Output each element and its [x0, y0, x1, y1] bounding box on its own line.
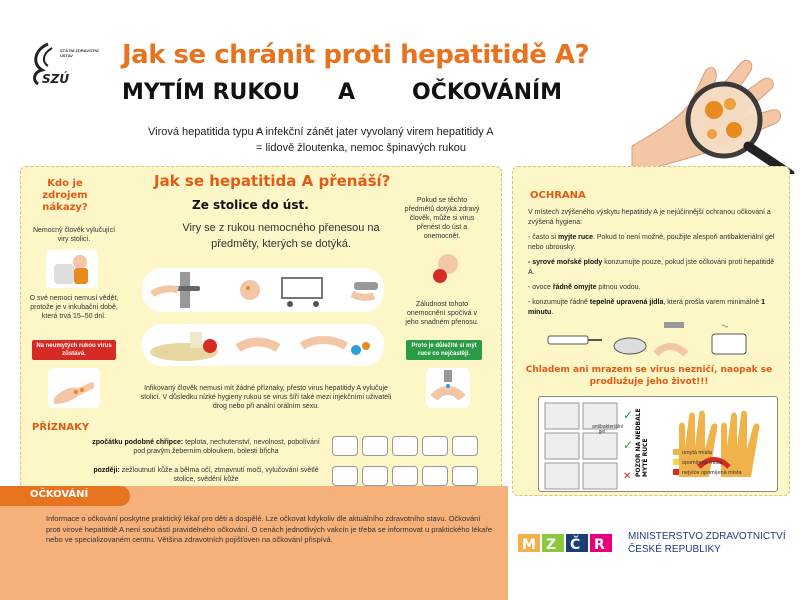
tap-icon	[656, 322, 686, 354]
protection-list	[528, 208, 780, 323]
itchy-skin-icon	[452, 466, 478, 486]
szu-logo	[26, 42, 98, 94]
dark-urine-icon	[392, 466, 418, 486]
pale-stool-icon	[422, 466, 448, 486]
cooking-pot-icon	[712, 325, 746, 354]
legend-missed: opomíjená místa	[682, 460, 723, 466]
definition-line-2: = lidově žloutenka, nemoc špinavých rukou	[256, 142, 467, 154]
liver-pain-icon	[422, 436, 448, 456]
stomach-ache-icon	[452, 436, 478, 456]
door-handle-trolley-icon	[142, 268, 384, 312]
oyster-icon	[614, 338, 646, 354]
touch-note: Pokud se těchto předmětů dotýká zdravý člověk, může si virus přenést do úst a onemocnět.	[404, 197, 480, 240]
check-icon: ✓	[623, 408, 634, 422]
spread-subtitle: Ze stolice do úst.	[192, 198, 309, 212]
subtitle-vaccination: OČKOVÁNÍM	[412, 80, 563, 105]
check-icon: ✓	[623, 438, 634, 452]
protection-item-4: - konzumujte řádně tepelně upravená jídla, která prošla varem minimálně 1 minutu.	[528, 299, 765, 316]
source-question: Kdo je zdrojem nákazy?	[42, 178, 88, 213]
protection-intro: V místech zvýšeného výskytu hepatitidy A je nejúčinnější ochranou očkování a zvýšená hygiena:	[528, 209, 771, 226]
syringe-icon	[548, 336, 602, 344]
washing-hands-illustration	[426, 368, 470, 408]
symptoms-late	[86, 466, 326, 484]
yellow-eye-icon	[362, 466, 388, 486]
carrier-note: Infikovaný člověk nemusí mít žádné příznaky, přesto virus hepatitidy A vylučuje stolicí. V důsledku nízké hygieny rukou se virus šíří také mezi injekčními uživateli drog nebo při anální orálním sexu.	[140, 385, 392, 410]
prevention-icons	[540, 316, 760, 362]
panel-warning: POZOR NA NEDBALE MYTÉ RUCE	[635, 408, 649, 477]
svg-text:M: M	[522, 537, 536, 553]
definition-term: Virová hepatitida typu A	[148, 126, 264, 138]
ministry-line-1: MINISTERSTVO ZDRAVOTNICTVÍ	[628, 531, 786, 542]
symptoms-late-text: zežloutnutí kůže a bělma očí, ztmavnutí moči, vylučování světlé stolice, svědění kůže	[121, 467, 319, 483]
incubation-text: O své nemoci nemusí vědět, protože je v inkubační době, která trvá 15–50 dní.	[29, 295, 119, 320]
svg-text:Z: Z	[546, 537, 557, 553]
magnified-hand-illustration	[612, 34, 800, 174]
vaccination-title: OČKOVÁNÍ	[30, 489, 89, 500]
subtitle-and: A	[338, 80, 356, 105]
sick-person-illustration	[46, 250, 98, 288]
dirty-hands-illustration	[48, 368, 100, 408]
sick-person-text: Nemocný člověk vylučující viry stolicí.	[32, 227, 116, 243]
thermometer-icon	[332, 436, 358, 456]
yellow-skin-icon	[332, 466, 358, 486]
food-handshake-strip	[142, 324, 384, 366]
frost-warning: Chladem ani mrazem se virus nezničí, naopak se prodlužuje jeho život!!!	[525, 365, 773, 387]
symptoms-early-label: zpočátku podobné chřipce:	[92, 439, 184, 446]
symptoms-early	[86, 438, 326, 456]
ministry-line-2: ČESKÉ REPUBLIKY	[628, 544, 721, 555]
food-handshake-icon	[142, 324, 384, 366]
protection-item-2: - syrové mořské plody konzumujte pouze, pokud jste očkováni proti hepatitidě A.	[528, 259, 775, 276]
definition-line-1: = infekční zánět jater vyvolaný virem hepatitidy A	[256, 126, 494, 138]
gel-label: antibakteriální gel	[592, 424, 624, 435]
subtitle-hands: MYTÍM RUKOU	[122, 80, 300, 105]
wash-hands-tag: Proto je důležité si mýt ruce co nejčastěji.	[406, 340, 482, 360]
page-title: Jak se chránit proti hepatitidě A?	[122, 40, 590, 70]
protection-title: OCHRANA	[530, 190, 586, 201]
vaccination-text: Informace o očkování poskytne praktický lékař pro děti a dospělé. Lze očkovat kdykoliv dle aktuálního zdravotního stavu. Očkování proti virové hepatitidě A není součástí pravidelného očkování. O cenách jednotlivých vakcín je třeba se informovat u praktického lékaře nebo ve specializovaném centru. Většina zdravotních pojišťoven na očkování přispívá.	[46, 514, 493, 544]
spread-text: Viry se z rukou nemocného přenesou na předměty, kterých se dotýká.	[182, 222, 380, 250]
symptoms-early-text: teplota, nechutenství, nevolnost, pobolívání pod pravým žeberním obloukem, bolesti břicha	[133, 439, 320, 455]
protection-item-1: - často si myjte ruce. Pokud to není možné, použijte alespoň antibakteriální gel nebo ubrousky.	[528, 234, 775, 251]
spread-title: Jak se hepatitida A přenáší?	[154, 172, 391, 190]
legend-washed: umytá místa	[682, 450, 712, 456]
svg-text:Č: Č	[570, 537, 581, 553]
hand-washing-panel	[538, 396, 778, 492]
contact-objects-strip	[142, 268, 384, 312]
symptoms-title: PŘÍZNAKY	[32, 422, 90, 433]
symptoms-late-label: později:	[93, 467, 120, 474]
no-food-icon	[362, 436, 388, 456]
food-note: Záludnost tohoto onemocnění spočívá v jeho snadném přenosu.	[405, 301, 479, 326]
eating-apple-illustration	[426, 248, 466, 288]
nausea-icon	[392, 436, 418, 456]
legend-most-missed: nejvíce opomíjená místa	[682, 470, 742, 476]
logo-text: SZÚ	[42, 72, 70, 86]
unwashed-hands-tag: Na neumytých rukou virus zůstává.	[32, 340, 116, 360]
definition-block	[148, 124, 494, 156]
svg-text:R: R	[594, 537, 605, 553]
protection-item-3: - ovoce řádně omyjte pitnou vodou.	[528, 284, 641, 291]
logo-lines: STÁTNÍ ZDRAVOTNÍ ÚSTAV	[60, 48, 99, 58]
ministry-name	[628, 530, 786, 556]
ministry-logo	[518, 530, 614, 556]
cross-icon: ✕	[623, 471, 632, 482]
